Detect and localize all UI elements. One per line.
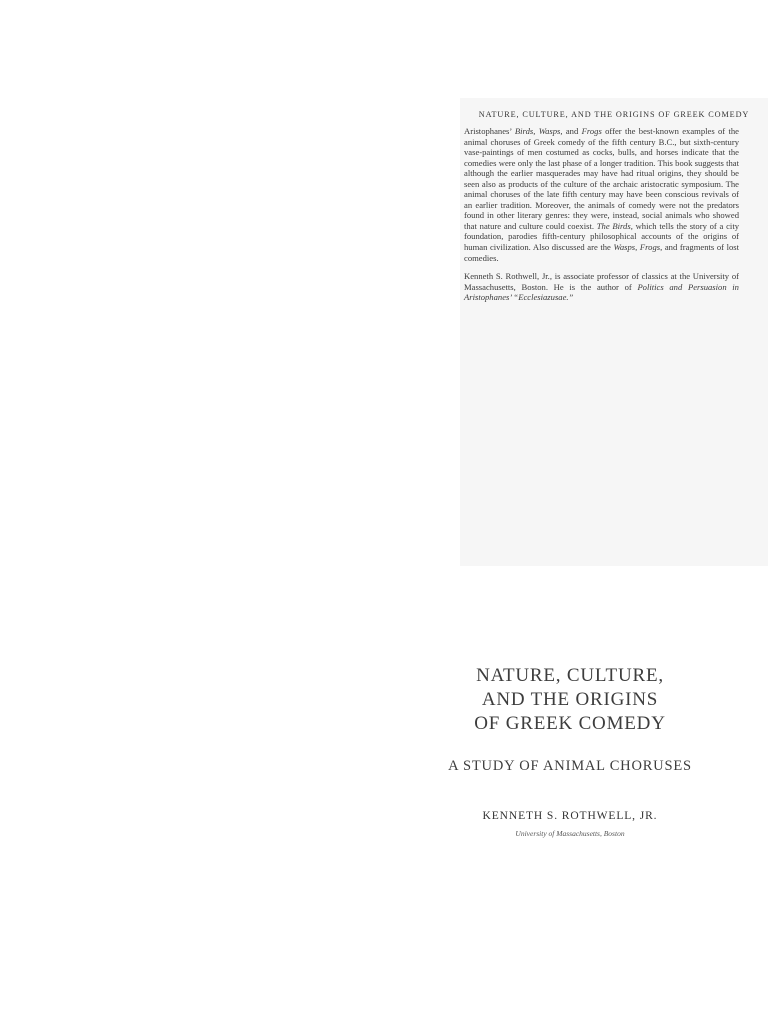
title-wasps: Wasps	[538, 126, 561, 136]
title-the-birds: The Birds	[596, 220, 631, 231]
back-cover-heading: NATURE, CULTURE, AND THE ORIGINS OF GREEK COMEDY	[478, 110, 750, 119]
author-bio: Kenneth S. Rothwell, Jr., is associate professor of classics at the University of Massachusetts, Boston. He is the author of Politics and Persuasion in Aristophanes’ “Ecclesiazusae.”	[464, 271, 739, 303]
title-frogs-2: Frogs	[639, 242, 661, 253]
book-subtitle: A STUDY OF ANIMAL CHORUSES	[448, 758, 692, 774]
title-birds: Birds	[514, 126, 534, 136]
title-line: AND THE ORIGINS	[481, 689, 659, 710]
author-prior-book: Politics and Persuasion in Aristophanes’ “Ecclesiazusae.”	[464, 281, 739, 303]
book-description: Aristophanes’ Birds, Wasps, and Frogs offer the best-known examples of the animal choruses of Greek comedy of the fifth century B.C., but sixth-century vase-paintings of men costumed as cocks, bulls, and horses indicate that the comedies were only the last phase of a longer tradition. This book suggests that although the earlier masquerades may have had ritual origins, they should be seen also as products of the culture of the archaic aristocratic symposium. The animal choruses of the late fifth century may have been conscious revivals of an earlier tradition. Moreover, the animals of comedy were not the predators found in other literary genres: they were, instead, social animals who showed that nature and culture could coexist. The Birds, which tells the story of a city foundation, parodies fifth-century philosophical accounts of the origins of human civilization. Also discussed are the Wasps, Frogs, and fragments of lost comedies.	[464, 126, 740, 263]
title-line: NATURE, CULTURE,	[476, 665, 664, 686]
title-line: OF GREEK COMEDY	[474, 713, 666, 734]
book-title	[420, 664, 720, 736]
title-frogs: Frogs	[581, 126, 602, 136]
book-author: KENNETH S. ROTHWELL, JR.	[482, 810, 658, 822]
title-wasps-2: Wasps	[613, 242, 636, 253]
back-cover-text	[464, 126, 739, 303]
author-affiliation: University of Massachusetts, Boston	[515, 829, 625, 838]
